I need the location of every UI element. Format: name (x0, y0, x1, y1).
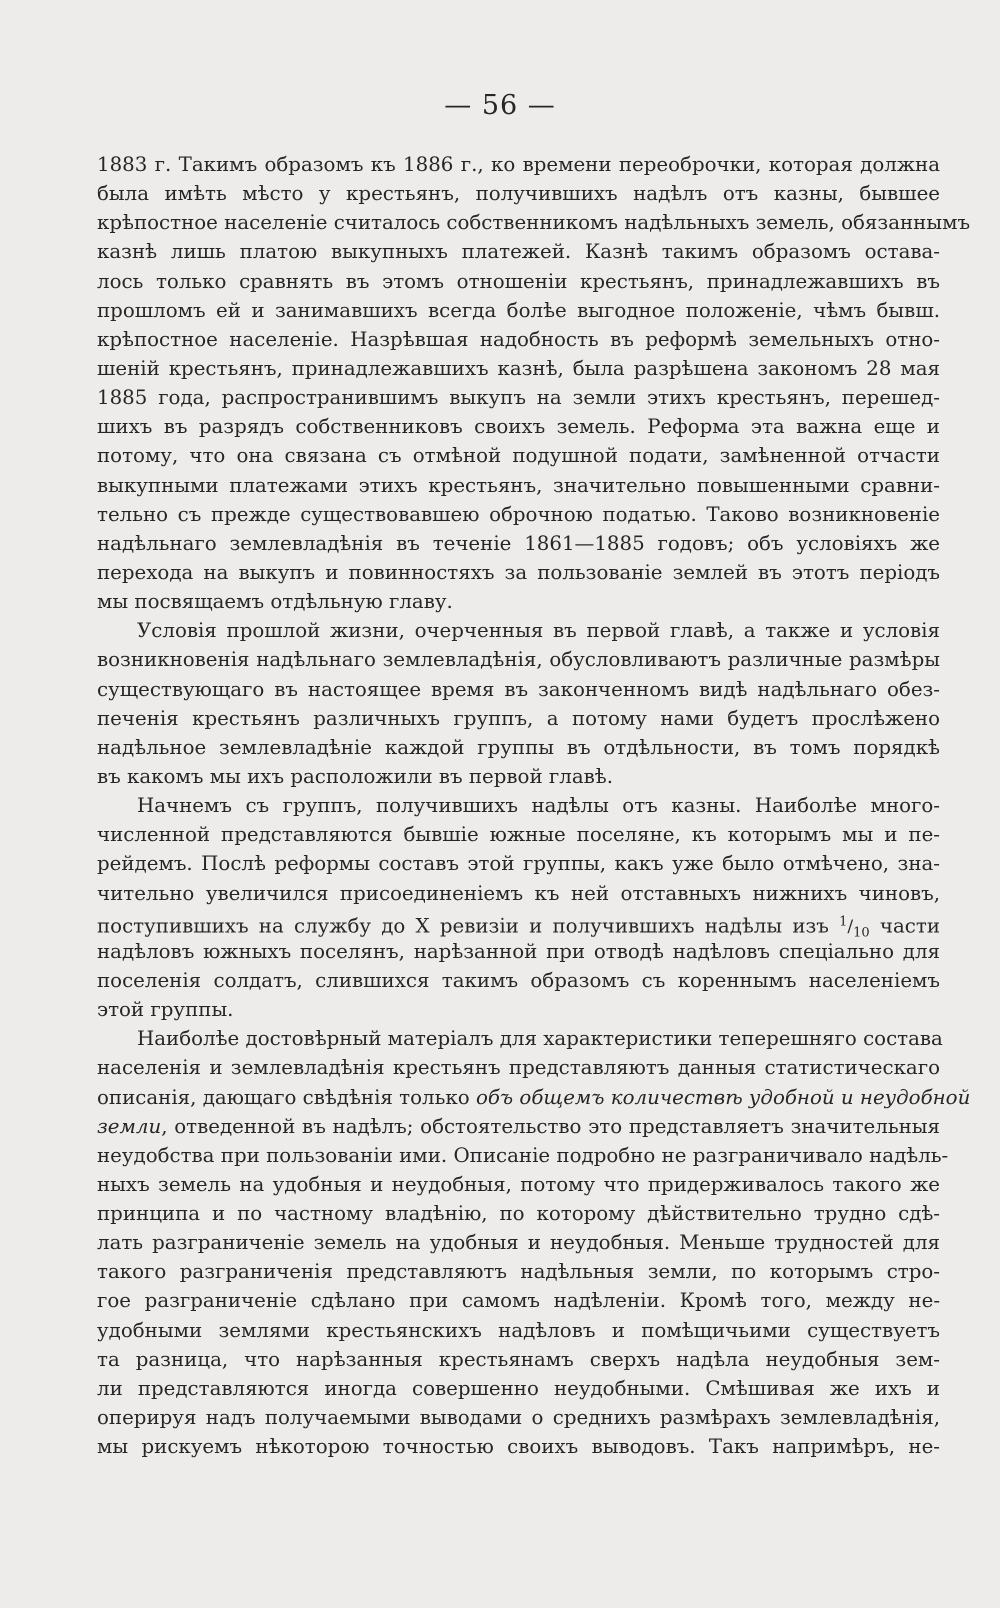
text-line: принципа и по частному владѣнію, по которому дѣйствительно трудно сдѣ- (97, 1202, 940, 1226)
text-line (97, 908, 940, 941)
text-line: лось только сравнять въ этомъ отношеніи крестьянъ, принадлежавшихъ въ (97, 269, 940, 293)
text-line: мы рискуемъ нѣкоторою точностью своихъ выводовъ. Такъ напримѣръ, не- (97, 1435, 940, 1459)
text-line: населенія и землевладѣнія крестьянъ представляютъ данныя статистическаго (97, 1056, 940, 1080)
text-line: оперируя надъ получаемыми выводами о среднихъ размѣрахъ землевладѣнія, (97, 1406, 940, 1430)
text-line: печенія крестьянъ различныхъ группъ, а потому нами будетъ прослѣжено (97, 706, 940, 730)
text-line: крѣпостное населеніе считалось собственникомъ надѣльныхъ земель, обязаннымъ (97, 211, 971, 235)
text-line: 1883 г. Такимъ образомъ къ 1886 г., ко времени переоброчки, которая должна (97, 153, 940, 176)
text-line: казнѣ лишь платою выкупныхъ платежей. Казнѣ такимъ образомъ остава- (97, 240, 940, 264)
text-line: 1885 года, распространившимъ выкупъ на земли этихъ крестьянъ, перешед- (97, 386, 940, 410)
text-line: надѣльное землевладѣніе каждой группы въ отдѣльности, въ томъ порядкѣ (97, 735, 940, 759)
text-line: надѣльнаго землевладѣнія въ теченіе 1861—1885 годовъ; объ условіяхъ же (97, 531, 940, 555)
text-line (97, 1083, 971, 1112)
text-line: такого разграниченія представляютъ надѣльныя земли, по которымъ стро- (97, 1260, 940, 1284)
text-line: Наиболѣе достовѣрный матеріалъ для характеристики теперешняго состава (137, 1027, 943, 1051)
text-line: чительно увеличился присоединеніемъ къ ней отставныхъ нижнихъ чиновъ, (97, 881, 940, 905)
page-number: — 56 — (444, 90, 556, 121)
text-line: была имѣть мѣсто у крестьянъ, получившихъ надѣлъ отъ казны, бывшее (97, 182, 940, 206)
text-line: потому, что она связана съ отмѣной подушной подати, замѣненной отчасти (97, 444, 940, 468)
text-line: гое разграниченіе сдѣлано при самомъ надѣленіи. Кромѣ того, между не- (97, 1289, 940, 1313)
text-line: лать разграниченіе земель на удобныя и неудобныя. Меньше трудностей для (97, 1231, 940, 1255)
text-line: существующаго въ настоящее время въ законченномъ видѣ надѣльнаго обез- (97, 677, 940, 701)
text-line: Начнемъ съ группъ, получившихъ надѣлы отъ казны. Наиболѣе много- (137, 794, 940, 818)
fraction: $^1/_{10}$ (839, 914, 870, 941)
text-line: шихъ въ разрядъ собственниковъ своихъ земель. Реформа эта важна еще и (97, 415, 940, 439)
fraction-denominator: 10 (853, 925, 870, 941)
text-line: крѣпостное населеніе. Назрѣвшая надобность въ реформѣ земельныхъ отно- (97, 327, 940, 351)
text-segment: части (879, 914, 940, 938)
text-line: Условія прошлой жизни, очерченныя въ первой главѣ, а также и условія (137, 619, 940, 643)
text-line: удобными землями крестьянскихъ надѣловъ и помѣщичьими существуетъ (97, 1318, 940, 1342)
text-line: возникновенія надѣльнаго землевладѣнія, обусловливаютъ различные размѣры (97, 648, 940, 672)
text-segment: поступившихъ на службу до X ревизіи и получившихъ надѣлы изъ (97, 914, 829, 938)
text-line: та разница, что нарѣзанныя крестьянамъ сверхъ надѣла неудобныя зем- (97, 1347, 940, 1371)
text-line: выкупными платежами этихъ крестьянъ, значительно повышенными сравни- (97, 473, 940, 497)
text-line: ныхъ земель на удобныя и неудобныя, потому что придерживалось такого же (97, 1172, 940, 1196)
text-line: ли представляются иногда совершенно неудобными. Смѣшивая же ихъ и (97, 1376, 940, 1400)
text-line: неудобства при пользованіи ими. Описаніе подробно не разграничивало надѣль- (97, 1143, 949, 1167)
italic-phrase: объ общемъ количествѣ удобной и неудобной (475, 1085, 971, 1109)
text-line: въ какомъ мы ихъ расположили въ первой главѣ. (97, 764, 614, 788)
body-text (97, 150, 971, 1461)
text-line: шеній крестьянъ, принадлежавшихъ казнѣ, была разрѣшена закономъ 28 мая (97, 356, 940, 380)
text-line: мы посвящаемъ отдѣльную главу. (97, 590, 453, 614)
text-line: прошломъ ей и занимавшихъ всегда болѣе выгодное положеніе, чѣмъ бывш. (97, 298, 940, 322)
text-line (97, 1112, 940, 1141)
text-segment: , отведенной въ надѣлъ; обстоятельство это представляетъ значительныя (161, 1114, 940, 1138)
text-line: этой группы. (97, 998, 234, 1022)
text-line: рейдемъ. Послѣ реформы составъ этой группы, какъ уже было отмѣчено, зна- (97, 852, 940, 876)
italic-phrase: земли (97, 1114, 162, 1138)
text-line: надѣловъ южныхъ поселянъ, нарѣзанной при отводѣ надѣловъ спеціально для (97, 939, 940, 963)
text-line: тельно съ прежде существовавшею оброчною податью. Таково возникновеніе (97, 502, 940, 526)
text-line: поселенія солдатъ, слившихся такимъ образомъ съ кореннымъ населеніемъ (97, 968, 940, 992)
text-segment: описанія, дающаго свѣдѣнія только (97, 1085, 470, 1109)
text-line: численной представляются бывшіе южные поселяне, къ которымъ мы и пе- (97, 823, 940, 847)
text-line: перехода на выкупъ и повинностяхъ за пользованіе землей въ этотъ періодъ (97, 560, 940, 584)
fraction-numerator: 1 (839, 914, 848, 930)
